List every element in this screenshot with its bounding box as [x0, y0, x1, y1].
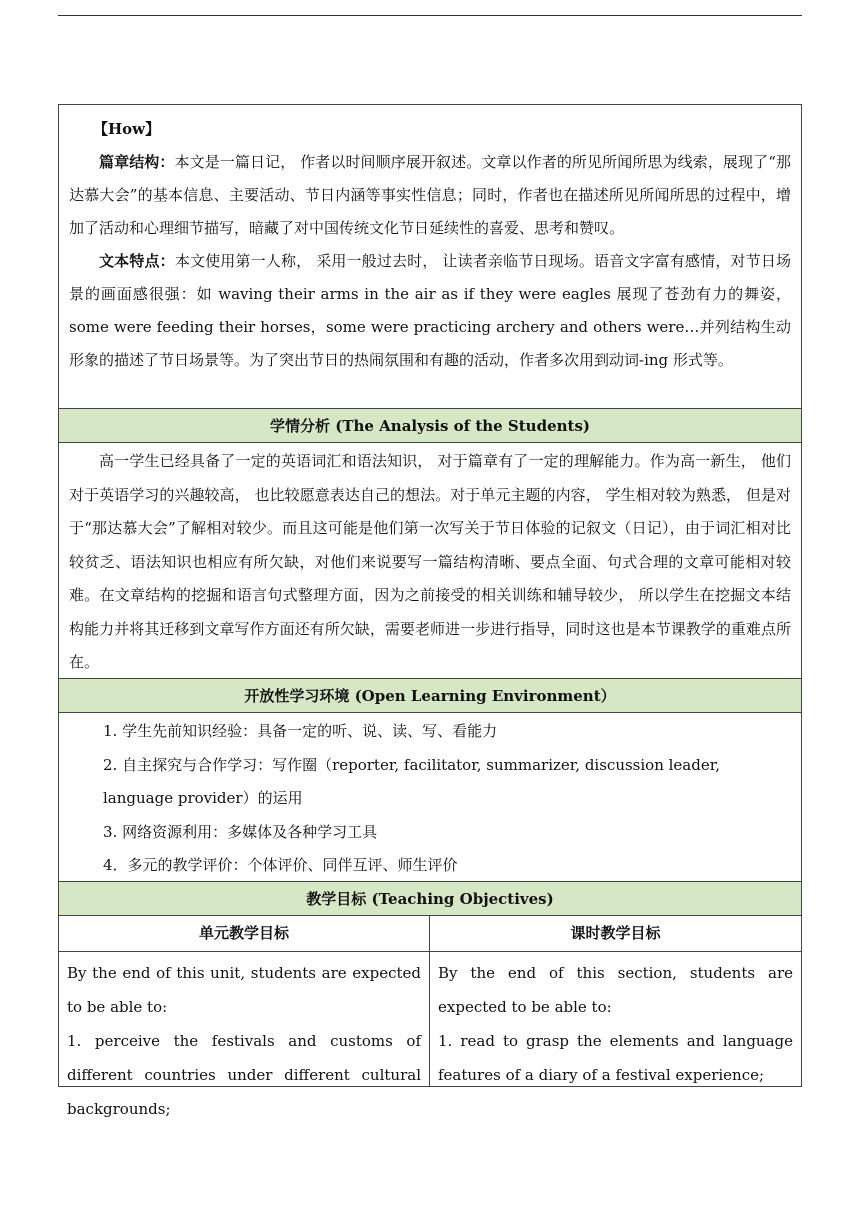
open-section [59, 713, 801, 882]
how-title: 【How】 [93, 120, 161, 138]
open-item-4: 4．多元的教学评价：个体评价、同伴互评、师生评价 [103, 856, 458, 874]
unit-intro: By the end of this unit, students are expected to be able to: [67, 964, 421, 1016]
open-item-1: 1. 学生先前知识经验：具备一定的听、说、读、写、看能力 [103, 722, 498, 740]
structure-text: 本文是一篇日记， 作者以时间顺序展开叙述。文章以作者的所见所闻所思为线索，展现了“那达慕大会”的基本信息、主要活动、节日内涵等事实性信息；同时，作者也在描述所见所闻所思的过程中，增加了活动和心理细节描写，暗藏了对中国传统文化节日延续性的喜爱、思考和赞叹。 [69, 153, 791, 237]
unit-objectives [59, 952, 430, 1118]
unit-objectives-head: 单元教学目标 [59, 916, 430, 951]
structure-label: 篇章结构： [99, 153, 175, 171]
features-text: 本文使用第一人称， 采用一般过去时， 让读者亲临节日现场。语音文字富有感情，对节日场景的画面感很强：如 waving their arms in the air as if they were eagles 展现了苍劲有力的舞姿，some were feeding their horses，some were practicing archery and others were…并列结构生动形象的描述了节日场景等。为了突出节日的热闹氛围和有趣的活动，作者多次用到动词-ing 形式等。 [69, 252, 791, 369]
unit-item-1: 1. perceive the festivals and customs of different countries under different cultural backgrounds; [67, 1032, 421, 1118]
features-paragraph [69, 245, 791, 377]
lesson-plan-table [58, 104, 802, 1118]
objectives-col-heads [59, 916, 801, 952]
students-header: 学情分析 (The Analysis of the Students) [59, 409, 801, 443]
objectives-header: 教学目标 (Teaching Objectives) [59, 882, 801, 916]
header-rule [58, 15, 802, 16]
open-item-2: 2. 自主探究与合作学习：写作圈（reporter, facilitator, summarizer, discussion leader, language provider）的运用 [103, 755, 721, 807]
students-text: 高一学生已经具备了一定的英语词汇和语法知识， 对于篇章有了一定的理解能力。作为高一新生， 他们对于英语学习的兴趣较高， 也比较愿意表达自己的想法。对于单元主题的内容， 学生相对较为熟悉， 但是对于“那达慕大会”了解相对较少。而且这可能是他们第一次写关于节日体验的记叙文（日记），由于词汇相对比较贫乏、语法知识也相应有所欠缺，对他们来说要写一篇结构清晰、要点全面、句式合理的文章可能相对较难。在文章结构的挖掘和语言句式整理方面，因为之前接受的相关训练和辅导较少， 所以学生在挖掘文本结构能力并将其迁移到文章写作方面还有所欠缺，需要老师进一步进行指导，同时这也是本节课教学的重难点所在。 [69, 452, 791, 671]
open-item-3: 3. 网络资源利用：多媒体及各种学习工具 [103, 822, 378, 841]
lesson-objectives [430, 952, 801, 1086]
students-section [59, 443, 801, 679]
objectives-body [59, 952, 801, 1118]
lesson-objectives-head: 课时教学目标 [570, 924, 661, 942]
lesson-intro: By the end of this section, students are expected to be able to: [438, 964, 793, 1016]
features-label: 文本特点： [99, 252, 175, 270]
lesson-item-1: 1. read to grasp the elements and language features of a diary of a festival experience; [438, 1032, 793, 1084]
structure-paragraph [69, 146, 791, 245]
how-section [59, 105, 801, 409]
open-header: 开放性学习环境 (Open Learning Environment） [59, 679, 801, 713]
